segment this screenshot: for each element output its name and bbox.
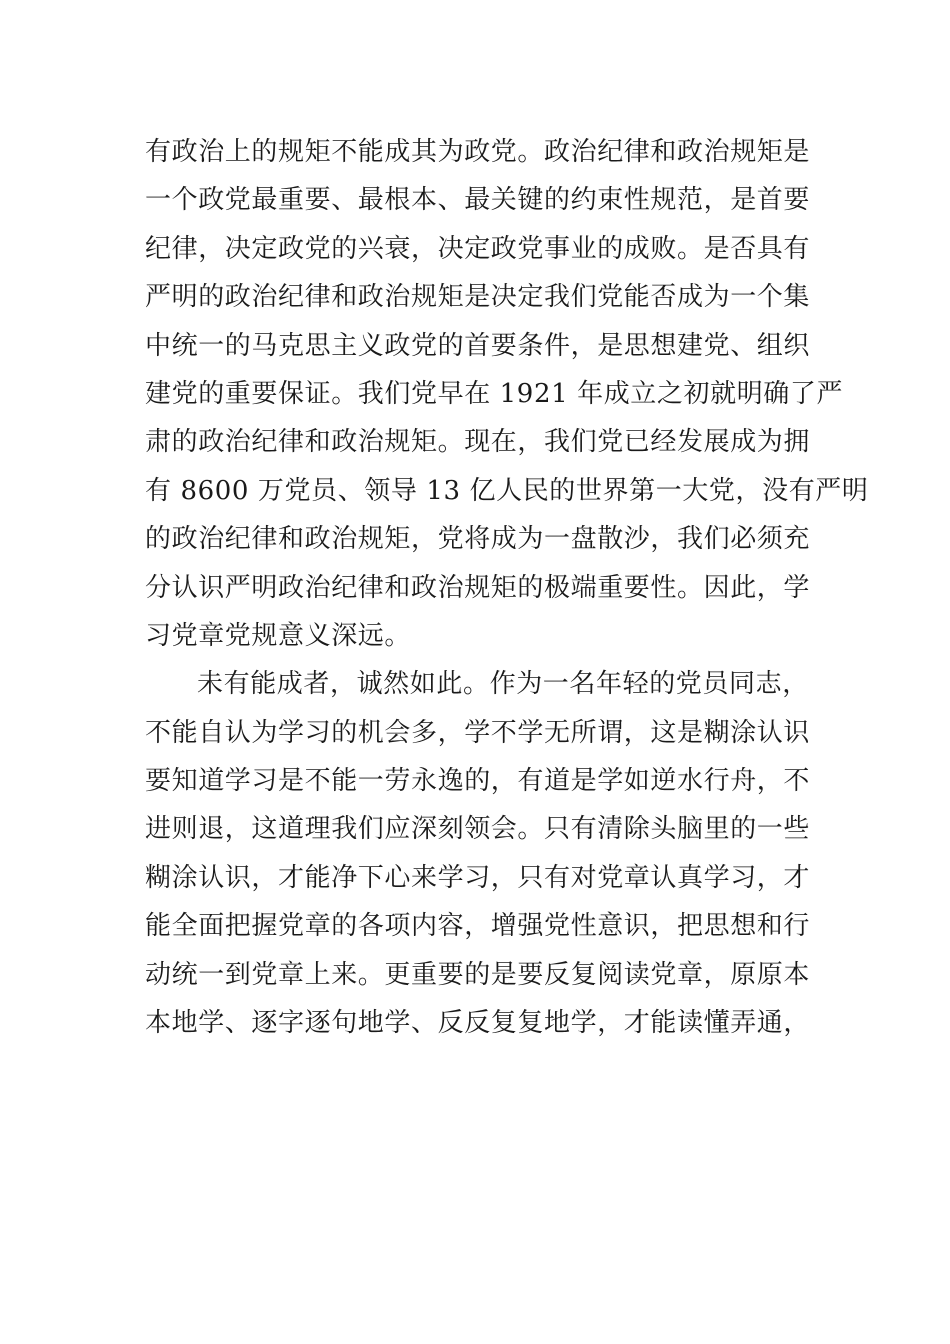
paragraph-1 — [145, 128, 869, 660]
text-line: 习党章党规意义深远。 — [145, 620, 412, 651]
text-line: 进则退，这道理我们应深刻领会。只有清除头脑里的一些 — [145, 814, 811, 845]
text-line: 严明的政治纪律和政治规矩是决定我们党能否成为一个集 — [145, 282, 811, 313]
text-line: 建党的重要保证。我们党早在 1921 年成立之初就明确了严 — [145, 378, 844, 409]
text-line: 中统一的马克思主义政党的首要条件，是思想建党、组织 — [145, 330, 811, 361]
text-line: 本地学、逐字逐句地学、反反复复地学，才能读懂弄通， — [145, 1008, 811, 1039]
text-line: 分认识严明政治纪律和政治规矩的极端重要性。因此，学 — [145, 572, 811, 603]
text-line: 纪律，决定政党的兴衰，决定政党事业的成败。是否具有 — [145, 233, 811, 264]
text-line: 有政治上的规矩不能成其为政党。政治纪律和政治规矩是 — [145, 137, 811, 167]
text-line: 不能自认为学习的机会多，学不学无所谓，这是糊涂认识 — [145, 717, 811, 748]
paragraph-2 — [145, 660, 815, 1047]
text-line: 的政治纪律和政治规矩，党将成为一盘散沙，我们必须充 — [145, 524, 811, 555]
text-line: 动统一到党章上来。更重要的是要反复阅读党章，原原本 — [145, 959, 811, 990]
text-line: 肃的政治纪律和政治规矩。现在，我们党已经发展成为拥 — [145, 427, 811, 458]
text-line: 糊涂认识，才能净下心来学习，只有对党章认真学习，才 — [145, 862, 811, 893]
text-line: 未有能成者，诚然如此。作为一名年轻的党员同志， — [197, 669, 809, 700]
text-line: 要知道学习是不能一劳永逸的，有道是学如逆水行舟，不 — [145, 766, 811, 797]
text-line: 有 8600 万党员、领导 13 亿人民的世界第一大党，没有严明 — [145, 475, 869, 506]
text-line: 能全面把握党章的各项内容，增强党性意识，把思想和行 — [145, 911, 811, 942]
body-text — [145, 128, 869, 1047]
text-line: 一个政党最重要、最根本、最关键的约束性规范，是首要 — [145, 185, 811, 216]
